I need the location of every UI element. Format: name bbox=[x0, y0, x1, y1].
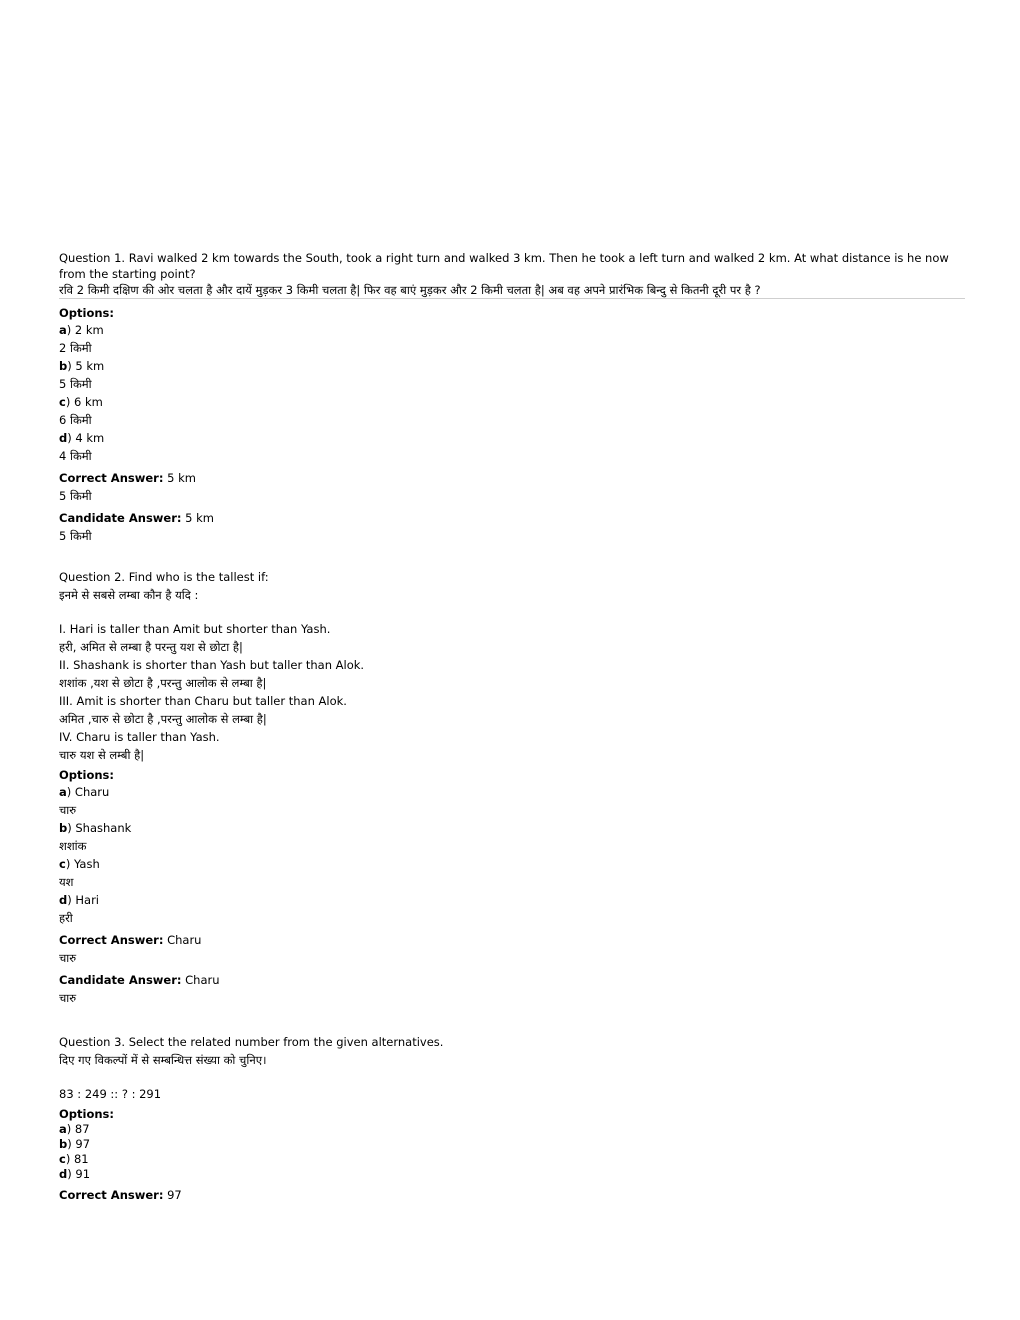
options-label: Options: bbox=[59, 306, 114, 320]
option-letter: d bbox=[59, 893, 68, 907]
question-2-title-hi: इनमे से सबसे लम्बा कौन है यदि : bbox=[59, 588, 199, 602]
question-divider bbox=[59, 298, 965, 299]
candidate-answer-value: 5 km bbox=[181, 511, 214, 525]
option-text: ) 97 bbox=[67, 1137, 91, 1151]
option-b bbox=[59, 357, 964, 375]
statement: I. Hari is taller than Amit but shorter than Yash. bbox=[59, 622, 331, 636]
option-b bbox=[59, 819, 964, 837]
option-a bbox=[59, 321, 964, 339]
correct-answer-value: 5 km bbox=[163, 471, 196, 485]
correct-answer-label: Correct Answer: bbox=[59, 471, 164, 485]
option-letter: d bbox=[59, 1167, 68, 1181]
option-c-hi: 6 किमी bbox=[59, 413, 92, 427]
question-1-title-en: Question 1. Ravi walked 2 km towards the South, took a right turn and walked 3 km. Then he took a left turn and walked 2 km. At what distance is he now from the starting point? bbox=[59, 251, 949, 281]
option-a bbox=[59, 783, 964, 801]
question-3 bbox=[59, 1033, 964, 1204]
options-label: Options: bbox=[59, 1107, 114, 1121]
option-d bbox=[59, 429, 964, 447]
option-d bbox=[59, 891, 964, 909]
option-a-hi: चारु bbox=[59, 803, 77, 817]
options-label: Options: bbox=[59, 768, 114, 782]
option-text: ) Hari bbox=[67, 893, 99, 907]
option-b bbox=[59, 1137, 964, 1152]
option-letter: b bbox=[59, 821, 68, 835]
candidate-answer-hi: 5 किमी bbox=[59, 529, 92, 543]
option-a-hi: 2 किमी bbox=[59, 341, 92, 355]
question-3-expression: 83 : 249 :: ? : 291 bbox=[59, 1087, 162, 1101]
option-a bbox=[59, 1122, 964, 1137]
correct-answer bbox=[59, 931, 964, 949]
correct-answer-label: Correct Answer: bbox=[59, 1188, 164, 1202]
candidate-answer-hi: चारु bbox=[59, 991, 77, 1005]
option-c-hi: यश bbox=[59, 875, 74, 889]
question-3-title-en: Question 3. Select the related number from the given alternatives. bbox=[59, 1035, 444, 1049]
options-list bbox=[59, 321, 964, 465]
statement: हरी, अमित से लम्बा है परन्तु यश से छोटा है| bbox=[59, 640, 243, 654]
candidate-answer-label: Candidate Answer: bbox=[59, 973, 182, 987]
statement: चारु यश से लम्बी है| bbox=[59, 748, 145, 762]
option-letter: a bbox=[59, 1122, 67, 1136]
question-2-title-en: Question 2. Find who is the tallest if: bbox=[59, 570, 269, 584]
option-text: ) 91 bbox=[67, 1167, 91, 1181]
option-d-hi: हरी bbox=[59, 911, 73, 925]
statement: II. Shashank is shorter than Yash but taller than Alok. bbox=[59, 658, 365, 672]
correct-answer-value: 97 bbox=[163, 1188, 182, 1202]
option-d bbox=[59, 1167, 964, 1182]
options-list bbox=[59, 783, 964, 927]
correct-answer bbox=[59, 469, 964, 487]
correct-answer-label: Correct Answer: bbox=[59, 933, 164, 947]
candidate-answer bbox=[59, 509, 964, 527]
option-text: ) Shashank bbox=[67, 821, 132, 835]
option-text: ) 87 bbox=[66, 1122, 90, 1136]
option-text: ) 6 km bbox=[65, 395, 103, 409]
question-1-title-hi: रवि 2 किमी दक्षिण की ओर चलता है और दायें मुड़कर 3 किमी चलता है| फिर वह बाएं मुड़कर और 2 किमी चलता है| अब वह अपने प्रारंभिक बिन्दु से कितनी दूरी पर है ? bbox=[59, 283, 761, 297]
question-3-title-hi: दिए गए विकल्पों में से सम्बन्धित्त संख्या को चुनिए। bbox=[59, 1053, 267, 1067]
options-list bbox=[59, 1122, 964, 1182]
correct-answer bbox=[59, 1186, 964, 1204]
option-text: ) 5 km bbox=[67, 359, 105, 373]
option-letter: c bbox=[59, 395, 66, 409]
option-text: ) 2 km bbox=[66, 323, 104, 337]
statement: IV. Charu is taller than Yash. bbox=[59, 730, 220, 744]
option-c bbox=[59, 393, 964, 411]
option-letter: c bbox=[59, 857, 66, 871]
option-letter: a bbox=[59, 785, 67, 799]
option-text: ) Charu bbox=[66, 785, 110, 799]
question-2 bbox=[59, 568, 964, 1007]
correct-answer-hi: चारु bbox=[59, 951, 77, 965]
option-text: ) 81 bbox=[65, 1152, 89, 1166]
candidate-answer bbox=[59, 971, 964, 989]
option-letter: b bbox=[59, 359, 68, 373]
candidate-answer-value: Charu bbox=[181, 973, 220, 987]
option-c bbox=[59, 855, 964, 873]
statement: शशांक ,यश से छोटा है ,परन्तु आलोक से लम्बा है| bbox=[59, 676, 267, 690]
question-1-text bbox=[59, 250, 964, 298]
option-letter: c bbox=[59, 1152, 66, 1166]
option-b-hi: शशांक bbox=[59, 839, 87, 853]
option-d-hi: 4 किमी bbox=[59, 449, 92, 463]
option-text: ) Yash bbox=[65, 857, 100, 871]
option-b-hi: 5 किमी bbox=[59, 377, 92, 391]
option-c bbox=[59, 1152, 964, 1167]
option-letter: d bbox=[59, 431, 68, 445]
correct-answer-value: Charu bbox=[163, 933, 202, 947]
statements-list bbox=[59, 620, 964, 764]
candidate-answer-label: Candidate Answer: bbox=[59, 511, 182, 525]
option-text: ) 4 km bbox=[67, 431, 105, 445]
option-letter: b bbox=[59, 1137, 68, 1151]
question-1 bbox=[59, 250, 964, 545]
statement: अमित ,चारु से छोटा है ,परन्तु आलोक से लम्बा है| bbox=[59, 712, 267, 726]
statement: III. Amit is shorter than Charu but taller than Alok. bbox=[59, 694, 347, 708]
option-letter: a bbox=[59, 323, 67, 337]
correct-answer-hi: 5 किमी bbox=[59, 489, 92, 503]
